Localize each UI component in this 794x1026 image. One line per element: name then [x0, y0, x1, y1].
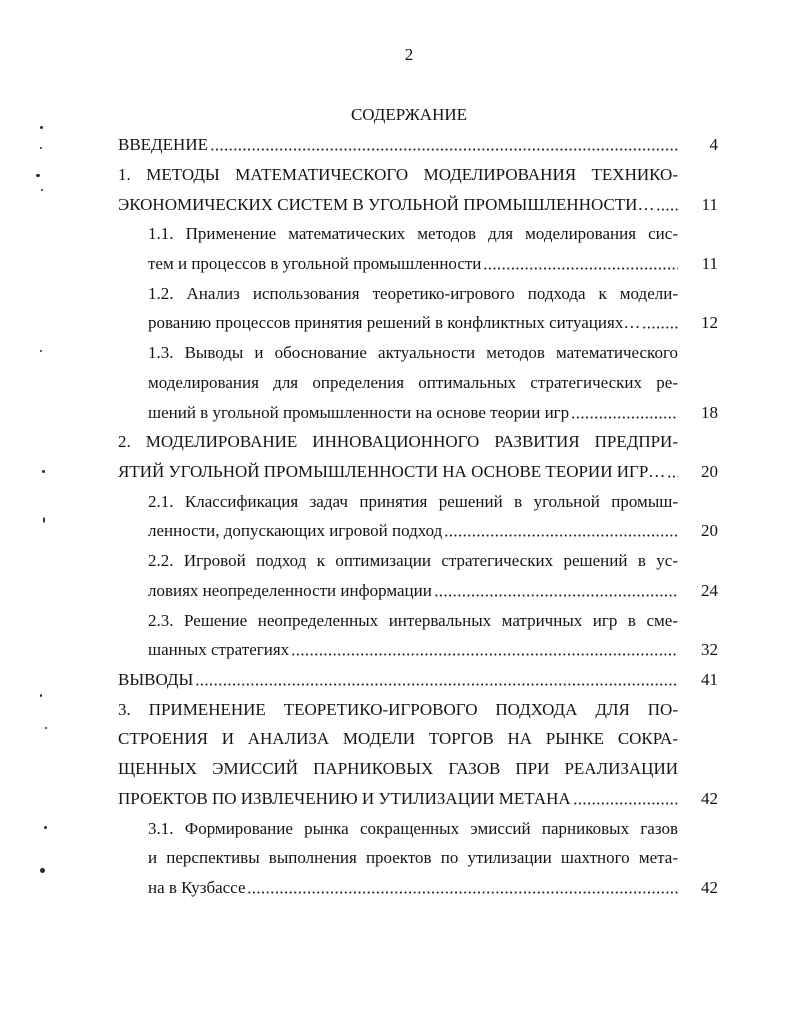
scan-mark — [43, 517, 45, 523]
toc-line: СТРОЕНИЯ И АНАЛИЗА МОДЕЛИ ТОРГОВ НА РЫНКЕ СОКРА- — [118, 729, 678, 749]
toc-entry-section-1-1[interactable] — [118, 219, 718, 278]
scan-mark — [40, 126, 43, 129]
toc-line — [148, 398, 718, 428]
toc-entry-text: ЭКОНОМИЧЕСКИХ СИСТЕМ В УГОЛЬНОЙ ПРОМЫШЛЕННОСТИ… — [118, 194, 655, 214]
toc-line — [118, 784, 718, 814]
toc-entry-chapter-1[interactable] — [118, 160, 718, 219]
scan-mark — [45, 727, 47, 729]
toc-entry-section-2-2[interactable] — [118, 546, 718, 605]
toc-entry-text: ПРОЕКТОВ ПО ИЗВЛЕЧЕНИЮ И УТИЛИЗАЦИИ МЕТАНА — [118, 788, 571, 808]
page-number: 2 — [404, 45, 414, 64]
toc-page-number: 24 — [701, 580, 718, 600]
toc-page-number: 42 — [701, 878, 718, 898]
toc-page-number: 41 — [701, 670, 718, 690]
dot-leader — [434, 576, 678, 606]
dot-leader — [571, 398, 678, 428]
toc-page-number: 20 — [701, 521, 718, 541]
dot-leader — [667, 457, 678, 487]
scan-mark — [40, 147, 42, 149]
toc-line: 1.1. Применение математических методов для моделирования сис- — [148, 224, 678, 244]
toc-line: 2.3. Решение неопределенных интервальных матричных игр в сме- — [148, 610, 678, 630]
toc-entry-introduction[interactable] — [118, 130, 718, 160]
dot-leader — [195, 665, 678, 695]
toc-entry-chapter-3[interactable] — [118, 695, 718, 814]
table-of-contents — [118, 100, 718, 902]
toc-entry-section-1-2[interactable] — [118, 279, 718, 338]
toc-line: 3.1. Формирование рынка сокращенных эмиссий парниковых газов — [148, 818, 678, 838]
toc-line: ЩЕННЫХ ЭМИССИЙ ПАРНИКОВЫХ ГАЗОВ ПРИ РЕАЛИЗАЦИИ — [118, 759, 678, 779]
toc-line: моделирования для определения оптимальных стратегических ре- — [148, 372, 678, 392]
toc-page-number: 12 — [701, 313, 718, 333]
dot-leader — [444, 516, 678, 546]
dot-leader — [210, 130, 678, 160]
dot-leader — [291, 635, 678, 665]
toc-entry-text: на в Кузбассе — [148, 878, 246, 898]
dot-leader — [573, 784, 678, 814]
toc-line: 1. МЕТОДЫ МАТЕМАТИЧЕСКОГО МОДЕЛИРОВАНИЯ ТЕХНИКО- — [118, 164, 678, 184]
toc-entry-conclusions[interactable] — [118, 665, 718, 695]
toc-page-number: 42 — [701, 788, 718, 808]
toc-line: 3. ПРИМЕНЕНИЕ ТЕОРЕТИКО-ИГРОВОГО ПОДХОДА ДЛЯ ПО- — [118, 699, 678, 719]
toc-line — [148, 873, 718, 903]
toc-entry-section-3-1[interactable] — [118, 814, 718, 903]
toc-line — [148, 308, 718, 338]
toc-entry-text: ловиях неопределенности информации — [148, 580, 432, 600]
toc-entry-section-1-3[interactable] — [118, 338, 718, 427]
toc-entry-text: шений в угольной промышленности на основе теории игр — [148, 402, 570, 422]
toc-entry-section-2-1[interactable] — [118, 487, 718, 546]
toc-line — [118, 130, 718, 160]
toc-page-number: 4 — [709, 135, 718, 155]
toc-line — [118, 190, 718, 220]
scan-mark — [44, 826, 47, 829]
toc-line — [118, 457, 718, 487]
toc-line: 1.2. Анализ использования теоретико-игрового подхода к модели- — [148, 283, 678, 303]
toc-title: СОДЕРЖАНИЕ — [350, 105, 468, 125]
toc-line — [148, 576, 718, 606]
toc-entry-text: ЯТИЙ УГОЛЬНОЙ ПРОМЫШЛЕННОСТИ НА ОСНОВЕ ТЕОРИИ ИГР… — [118, 462, 666, 482]
toc-entry-text: рованию процессов принятия решений в конфликтных ситуациях… — [148, 313, 641, 333]
toc-entry-text: ленности, допускающих игровой подход — [148, 521, 443, 541]
toc-entry-text: тем и процессов в угольной промышленности — [148, 253, 482, 273]
dot-leader — [642, 308, 678, 338]
toc-entry-text: шанных стратегиях — [148, 640, 290, 660]
toc-line: 2. МОДЕЛИРОВАНИЕ ИННОВАЦИОННОГО РАЗВИТИЯ ПРЕДПРИ- — [118, 432, 678, 452]
toc-page-number: 18 — [701, 402, 718, 422]
scan-mark — [40, 868, 45, 873]
toc-line: 2.2. Игровой подход к оптимизации стратегических решений в ус- — [148, 551, 678, 571]
toc-page-number: 11 — [701, 194, 718, 214]
toc-entry-chapter-2[interactable] — [118, 427, 718, 486]
dot-leader — [247, 873, 678, 903]
toc-page-number: 20 — [701, 462, 718, 482]
scan-mark — [40, 694, 42, 697]
scan-mark — [40, 350, 42, 352]
toc-page-number: 32 — [701, 640, 718, 660]
scan-mark — [36, 174, 40, 177]
toc-line — [148, 516, 718, 546]
toc-line: и перспективы выполнения проектов по утилизации шахтного мета- — [148, 848, 678, 868]
toc-line — [148, 635, 718, 665]
toc-line — [118, 665, 718, 695]
toc-entry-section-2-3[interactable] — [118, 606, 718, 665]
dot-leader — [656, 190, 678, 220]
dot-leader — [483, 249, 678, 279]
toc-entry-text: ВЫВОДЫ — [118, 670, 194, 690]
toc-page-number: 11 — [701, 253, 718, 273]
toc-line — [148, 249, 718, 279]
scan-mark — [41, 189, 43, 191]
scan-mark — [42, 470, 45, 473]
toc-entry-text: ВВЕДЕНИЕ — [118, 135, 208, 155]
toc-line: 2.1. Классификация задач принятия решений в угольной промыш- — [148, 491, 678, 511]
toc-line: 1.3. Выводы и обоснование актуальности методов математического — [148, 343, 678, 363]
